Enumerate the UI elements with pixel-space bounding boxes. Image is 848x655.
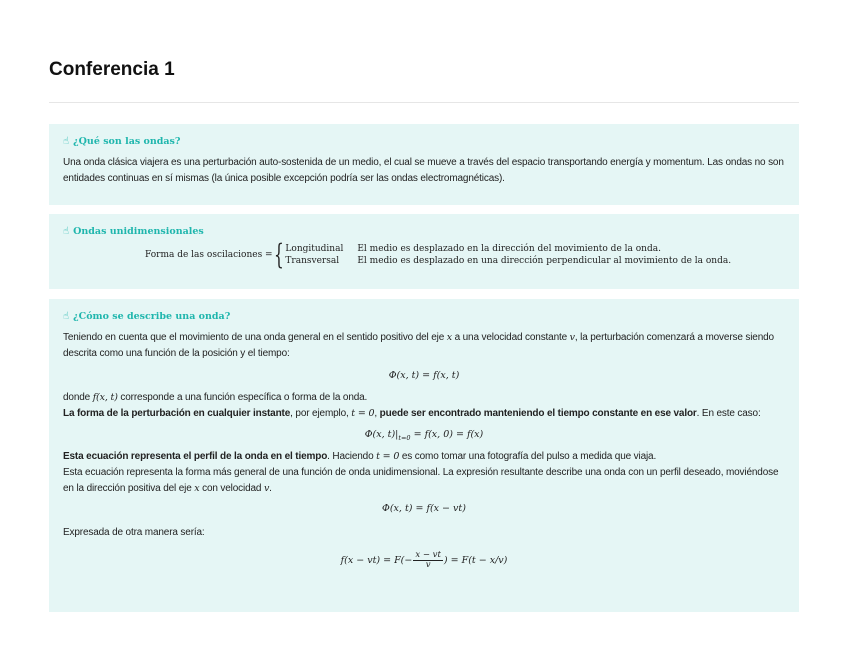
- left-brace: {: [273, 238, 284, 271]
- text-run: .: [269, 482, 272, 494]
- math-var: x: [446, 332, 452, 343]
- equation-subscript: t=0: [398, 434, 411, 443]
- equation-3: [63, 501, 785, 523]
- equation-text: ) = F(t − x/v): [443, 555, 508, 567]
- card-heading-text: ¿Qué son las ondas?: [73, 135, 181, 147]
- hand-pointer-icon: ☝: [63, 310, 70, 322]
- hand-pointer-icon: ☝: [63, 225, 70, 237]
- paragraph: [63, 406, 785, 422]
- paragraph: [63, 449, 785, 465]
- hand-pointer-icon: ☝: [63, 135, 70, 147]
- page-title: Conferencia 1: [49, 59, 175, 80]
- text-run: es como tomar una fotografía del pulso a medida que viaja.: [399, 451, 657, 463]
- oscillations-cases: [285, 243, 731, 268]
- math-var: t = 0: [376, 451, 400, 463]
- case-type: Longitudinal: [285, 243, 344, 254]
- bold-text: puede ser encontrado manteniendo el tiempo constante en ese valor: [379, 407, 697, 419]
- text-run: Teniendo en cuenta que el movimiento de una onda general en el sentido positivo del eje: [63, 332, 447, 343]
- bold-text: La forma de la perturbación en cualquier instante: [63, 407, 291, 419]
- card-heading: [63, 223, 785, 239]
- title-divider: [49, 102, 799, 103]
- paragraph: Expresada de otra manera sería:: [63, 527, 205, 539]
- paragraph: [63, 330, 785, 361]
- equation-4: [63, 547, 785, 575]
- card-heading: [63, 133, 785, 149]
- fraction: [413, 551, 443, 570]
- card-body-text: Una onda clásica viajera es una perturbación auto-sostenida de un medio, el cual se mueve a través del espacio transportando energía y momentum. Las ondas no son entidades continuas en sí mismas (la única posible excepción podría ser las ondas electromagnéticas).: [63, 157, 784, 184]
- text-run: , la perturbación comenzará a moverse siendo descrita como una función de la posición y el tiempo:: [63, 332, 774, 359]
- fraction-numerator: x − vt: [415, 550, 441, 561]
- equation-text: Φ(x, t)|: [364, 429, 399, 441]
- equation-text: Φ(x, t) = f(x, t): [388, 370, 460, 382]
- oscillations-lhs: Forma de las oscilaciones =: [145, 250, 273, 260]
- equation-text: f(x − vt) = F(−: [340, 555, 413, 567]
- text-run: . Haciendo: [327, 451, 377, 463]
- text-run: ,: [374, 407, 380, 419]
- case-desc: El medio es desplazado en una dirección perpendicular al movimiento de la onda.: [357, 256, 732, 266]
- equation-1: [63, 368, 785, 390]
- text-run: donde: [63, 392, 93, 404]
- math-var: f(x, t): [92, 392, 118, 404]
- card-como-se-describe: [49, 299, 799, 612]
- text-run: corresponde a una función específica o forma de la onda.: [117, 392, 368, 404]
- math-var: v: [263, 482, 270, 494]
- card-heading-text: ¿Cómo se describe una onda?: [73, 310, 231, 322]
- case-desc: El medio es desplazado en la dirección del movimiento de la onda.: [357, 243, 661, 254]
- math-var: t = 0: [351, 407, 375, 419]
- paragraph: [63, 465, 785, 496]
- text-run: Esta ecuación representa la forma más general de una función de onda unidimensional. La expresión resultante describe una onda con un perfil deseado, moviéndose en la dirección positiva del eje: [63, 466, 779, 494]
- text-run: , por ejemplo,: [290, 407, 352, 419]
- equation-2: [63, 427, 785, 449]
- card-heading-text: Ondas unidimensionales: [73, 225, 204, 237]
- text-run: con velocidad: [199, 482, 264, 494]
- equation-text: = f(x, 0) = f(x): [410, 429, 484, 441]
- card-heading: [63, 308, 785, 324]
- text-run: a una velocidad constante: [451, 332, 570, 343]
- equation-text: Φ(x, t) = f(x − vt): [382, 503, 466, 515]
- bold-text: Esta ecuación representa el perfil de la onda en el tiempo: [63, 451, 328, 463]
- case-type: Transversal: [285, 256, 340, 266]
- oscillations-formula: [145, 238, 785, 271]
- math-var: v: [569, 332, 575, 343]
- math-var: x: [194, 482, 200, 494]
- card-que-son-ondas: [49, 124, 799, 205]
- paragraph: [63, 390, 785, 406]
- card-ondas-unidimensionales: [49, 214, 799, 289]
- text-run: . En este caso:: [696, 407, 761, 419]
- fraction-denominator: v: [425, 560, 431, 571]
